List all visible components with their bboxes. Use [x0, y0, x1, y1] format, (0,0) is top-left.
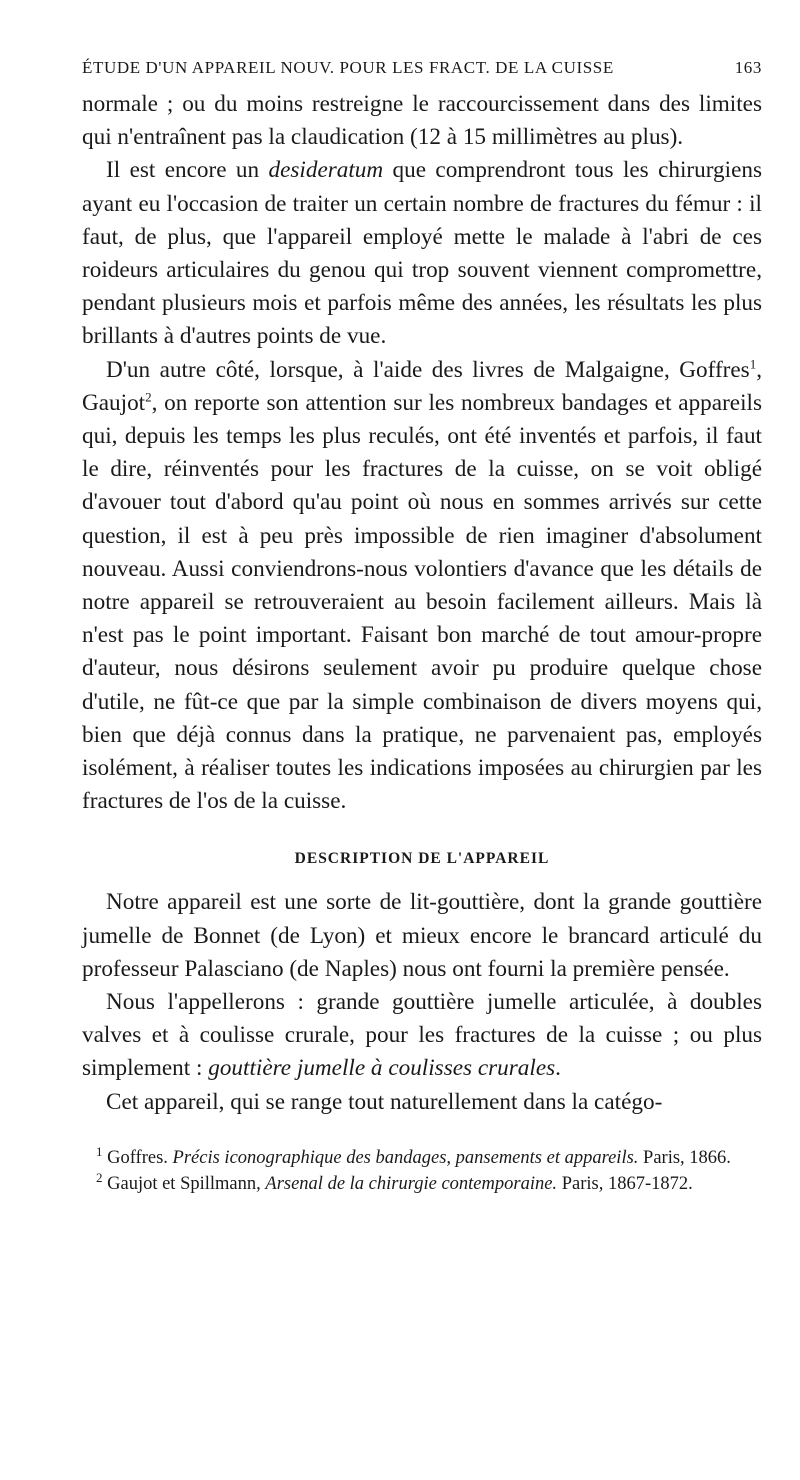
- italic-term: gouttière jumelle à coulisses crurales: [208, 1055, 556, 1082]
- footnote-title: Précis iconographique des bandages, pansements et appareils.: [172, 1147, 639, 1168]
- paragraph-description: [82, 886, 762, 986]
- paragraph-text: Nous l'appellerons : grande gouttière jumelle articulée, à doubles valves et à coulisse crurale, pour les fractures de la cuisse ; ou plus simplement :: [82, 989, 762, 1082]
- paragraph-naming: [82, 986, 762, 1086]
- italic-term: desideratum: [268, 157, 384, 184]
- footnote-mark: 1: [96, 1143, 103, 1159]
- running-head: [82, 58, 762, 78]
- paragraph-text: que comprendront tous les chirurgiens ayant eu l'occasion de traiter un certain nombre de fractures du fémur : il faut, de plus, que l'appareil employé mette le malade à l'abri de ces roideurs articulaires du genou qui trop souvent viennent compromettre, pendant plusieurs mois et parfois même des années, les résultats les plus brillants à d'autres points de vue.: [82, 157, 762, 350]
- footnote-mark: 2: [96, 1169, 103, 1185]
- paragraph-text: D'un autre côté, lorsque, à l'aide des livres de Malgaigne, Goffres: [106, 356, 750, 383]
- paragraph-prior-work: [82, 354, 762, 819]
- footnote-ref-1: 1: [749, 355, 757, 371]
- running-head-title: ÉTUDE D'UN APPAREIL NOUV. POUR LES FRACT. DE LA CUISSE: [82, 58, 614, 77]
- footnote-text: Paris, 1867-1872.: [557, 1173, 693, 1194]
- footnote-ref-2: 2: [145, 389, 152, 405]
- footnote-text: Goffres.: [102, 1147, 173, 1168]
- footnote-text: Paris, 1866.: [638, 1147, 731, 1168]
- paragraph-text: , Gaujot: [82, 356, 762, 416]
- paragraph-text: .: [555, 1055, 561, 1082]
- paragraph-desideratum: [82, 154, 762, 353]
- section-title: DESCRIPTION DE L'APPAREIL: [294, 850, 550, 868]
- paragraph-text: normale ; ou du moins restreigne le raccourcissement dans des limites qui n'entraînent pas la claudication (12 à 15 millimètres au plus).: [82, 91, 762, 151]
- footnote-1: [82, 1145, 762, 1171]
- paragraph-text: Notre appareil est une sorte de lit-gouttière, dont la grande gouttière jumelle de Bonnet (de Lyon) et mieux encore le brancard articulé du professeur Palasciano (de Naples) nous ont fourni la première pensée.: [82, 889, 762, 982]
- paragraph-text: Cet appareil, qui se range tout naturellement dans la catégo-: [106, 1088, 663, 1115]
- page-number: 163: [734, 58, 762, 77]
- paragraph-continuation: [82, 88, 762, 154]
- footnote-2: [82, 1171, 762, 1197]
- footnotes: [82, 1145, 762, 1197]
- paragraph-category: [82, 1086, 762, 1119]
- paragraph-text: , on reporte son attention sur les nombreux bandages et appareils qui, depuis les temps les plus reculés, ont été inventés et parfois, il faut le dire, réinventés pour les fractures de la cuisse, on se voit obligé d'avouer tout d'abord qu'au point où nous en sommes arrivés sur cette question, il est à peu près impossible de rien imaginer d'absolument nouveau. Aussi conviendrons-nous volontiers d'avance que les détails de notre appareil se retrouveraient au besoin facilement ailleurs. Mais là n'est pas le point important. Faisant bon marché de tout amour-propre d'auteur, nous désirons seulement avoir pu produire quelque chose d'utile, ne fût-ce que par la simple combinaison de divers moyens qui, bien que déjà connus dans la pratique, ne parvenaient pas, employés isolément, à réaliser toutes les indications imposées au chirurgien par les fractures de l'os de la cuisse.: [82, 389, 762, 815]
- footnote-text: Gaujot et Spillmann,: [102, 1173, 266, 1194]
- footnote-title: Arsenal de la chirurgie contemporaine.: [265, 1173, 558, 1194]
- paragraph-text: Il est encore un: [106, 157, 269, 184]
